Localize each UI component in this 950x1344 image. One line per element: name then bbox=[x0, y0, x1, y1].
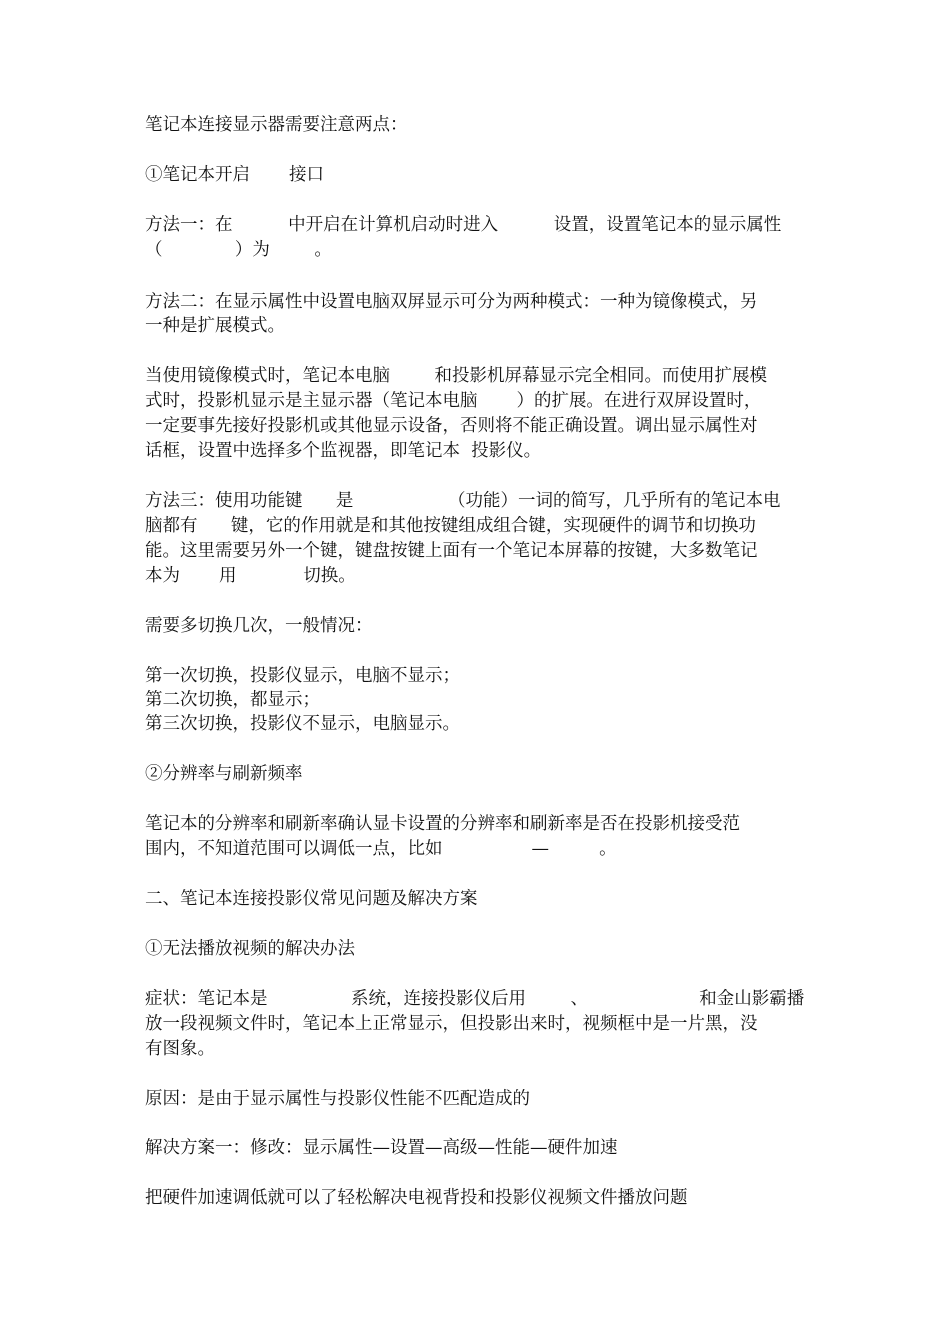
switch-step-2: 第二次切换，都显示； bbox=[145, 690, 320, 710]
resolution-line-2: 围内，不知道范围可以调低一点，比如 — 。 bbox=[145, 839, 617, 859]
method-3-line-2: 脑都有 键，它的作用就是和其他按键组成组合键，实现硬件的调节和切换功 bbox=[145, 516, 756, 536]
switch-intro: 需要多切换几次，一般情况： bbox=[145, 616, 373, 636]
issue-1-title: ①无法播放视频的解决办法 bbox=[145, 939, 355, 959]
symptom-line-2: 放一段视频文件时，笔记本上正常显示，但投影出来时，视频框中是一片黑，没 bbox=[145, 1014, 758, 1034]
resolution-line-1: 笔记本的分辨率和刷新率确认显卡设置的分辨率和刷新率是否在投影机接受范 bbox=[145, 814, 740, 834]
method-3-line-4: 本为 用 切换。 bbox=[145, 566, 356, 586]
method-2-line-2: 一种是扩展模式。 bbox=[145, 316, 285, 336]
switch-step-3: 第三次切换，投影仪不显示，电脑显示。 bbox=[145, 714, 460, 734]
mirror-mode-line-4: 话框，设置中选择多个监视器，即笔记本 投影仪。 bbox=[145, 441, 542, 461]
point-2-title: ②分辨率与刷新频率 bbox=[145, 764, 303, 784]
method-2-line-1: 方法二：在显示属性中设置电脑双屏显示可分为两种模式：一种为镜像模式，另 bbox=[145, 292, 758, 312]
mirror-mode-line-3: 一定要事先接好投影机或其他显示设备，否则将不能正确设置。调出显示属性对 bbox=[145, 416, 758, 436]
heading: 笔记本连接显示器需要注意两点： bbox=[145, 115, 408, 135]
cause: 原因：是由于显示属性与投影仪性能不匹配造成的 bbox=[145, 1089, 530, 1109]
solution-1: 解决方案一：修改：显示属性—设置—高级—性能—硬件加速 bbox=[145, 1138, 618, 1158]
section-2-title: 二、笔记本连接投影仪常见问题及解决方案 bbox=[145, 889, 478, 909]
method-1-line-1: 方法一：在 中开启在计算机启动时进入 设置，设置笔记本的显示属性 bbox=[145, 215, 782, 235]
switch-step-1: 第一次切换，投影仪显示，电脑不显示； bbox=[145, 666, 460, 686]
method-1-line-2: （ ）为 。 bbox=[145, 240, 332, 260]
symptom-line-3: 有图象。 bbox=[145, 1039, 215, 1059]
symptom-line-1: 症状：笔记本是 系统，连接投影仪后用 、 和金山影霸播 bbox=[145, 989, 805, 1009]
method-3-line-3: 能。这里需要另外一个键，键盘按键上面有一个笔记本屏幕的按键，大多数笔记 bbox=[145, 541, 758, 561]
method-3-line-1: 方法三：使用功能键 是 （功能）一词的简写，几乎所有的笔记本电 bbox=[145, 491, 781, 511]
conclusion: 把硬件加速调低就可以了轻松解决电视背投和投影仪视频文件播放问题 bbox=[145, 1188, 688, 1208]
mirror-mode-line-1: 当使用镜像模式时，笔记本电脑 和投影机屏幕显示完全相同。而使用扩展模 bbox=[145, 366, 767, 386]
mirror-mode-line-2: 式时，投影机显示是主显示器（笔记本电脑 ）的扩展。在进行双屏设置时， bbox=[145, 391, 762, 411]
point-1-title: ①笔记本开启 接口 bbox=[145, 165, 324, 185]
